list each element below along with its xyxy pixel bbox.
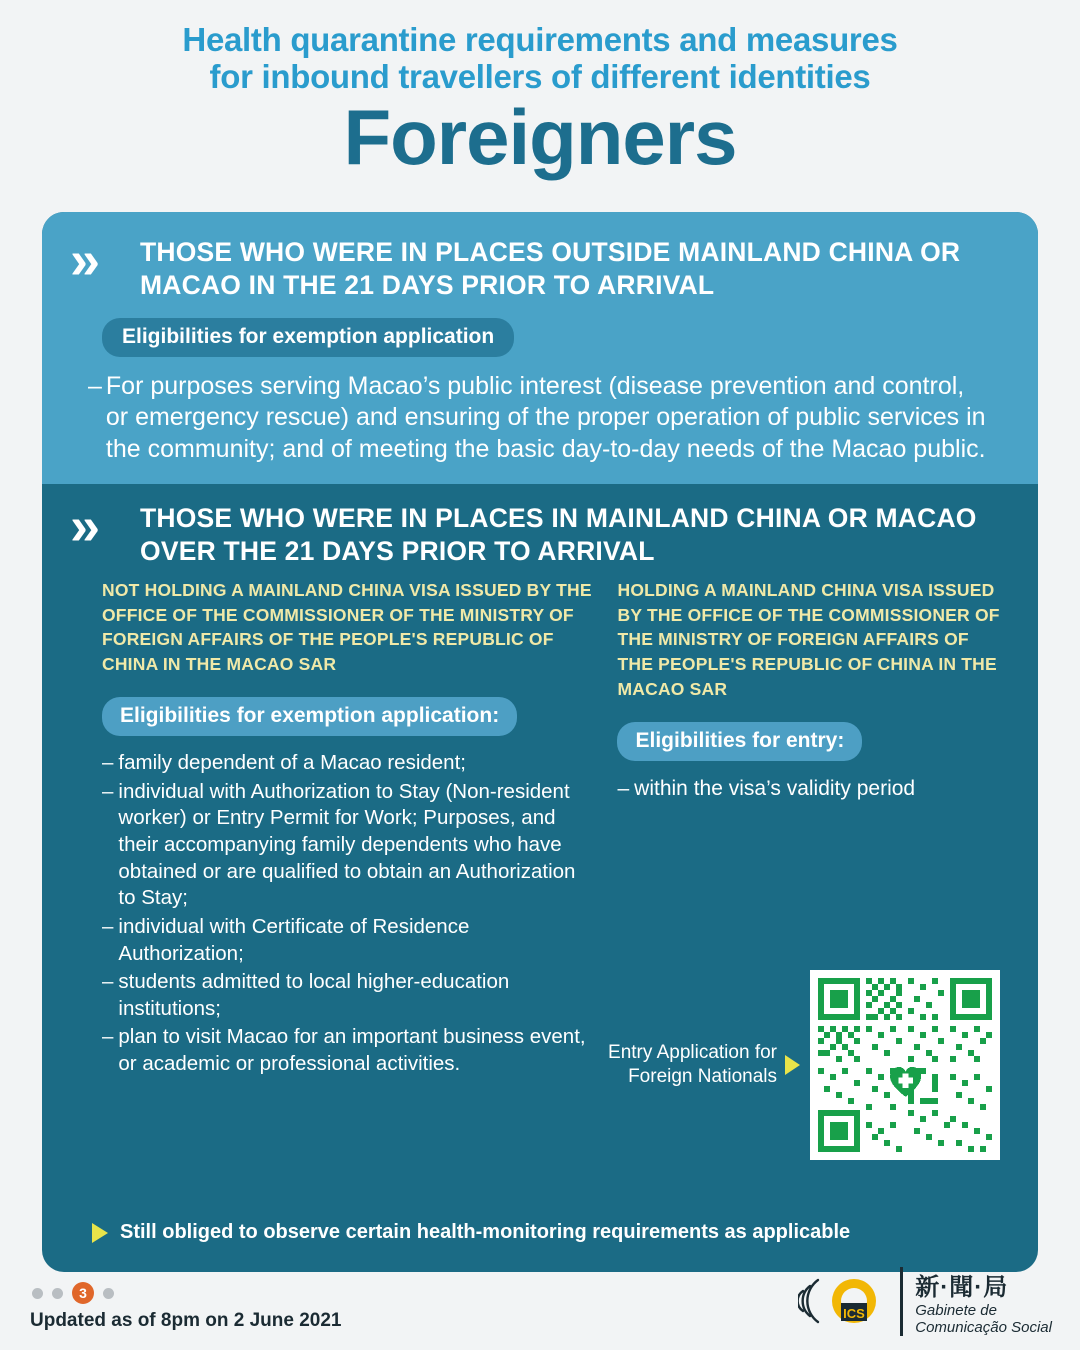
updated-text: Updated as of 8pm on 2 June 2021 xyxy=(30,1310,342,1331)
logo-cn: 新·聞·局 xyxy=(915,1273,1009,1301)
list-item-text: individual with Authorization to Stay (Non-resident worker) or Entry Permit for Work; Purposes, and their accompanying family dependents who have obtained or are qualified to obtain an Authorization to Stay; xyxy=(118,779,576,910)
list-item xyxy=(102,969,595,1022)
header-kicker xyxy=(40,22,1040,96)
logo-pt-line1: Gabinete de xyxy=(915,1301,997,1319)
logo xyxy=(798,1267,1052,1337)
arrow-right-icon xyxy=(92,1223,108,1243)
list-item-text: plan to visit Macao for an important business event, or academic or professional activities. xyxy=(118,1025,586,1076)
card-footnote-text: Still obliged to observe certain health-monitoring requirements as applicable xyxy=(120,1221,851,1243)
content-card xyxy=(42,212,1038,1272)
bullet-dash: – xyxy=(102,1025,114,1049)
section1-eligibility-pill: Eligibilities for exemption application xyxy=(102,318,514,357)
arrow-right-icon xyxy=(785,1055,800,1075)
qr-caption-line1: Entry Application for xyxy=(608,1042,777,1064)
section1-body xyxy=(88,371,1008,466)
gcs-logo-svg xyxy=(798,1270,890,1332)
list-item xyxy=(102,914,595,967)
section1-heading: THOSE WHO WERE IN PLACES OUTSIDE MAINLAND CHINA OR MACAO IN THE 21 DAYS PRIOR TO ARRIVAL xyxy=(140,237,961,300)
header xyxy=(0,0,1080,181)
logo-abbr: ICS xyxy=(843,1306,866,1322)
qr-caption xyxy=(608,1041,777,1089)
section1-body-text: For purposes serving Macao’s public interest (disease prevention and control, or emergency rescue) and ensuring of the proper operation of public services in the community; and of meeting the basic day-to-day needs of the Macao public. xyxy=(105,371,986,464)
header-kicker-line2: for inbound travellers of different identities xyxy=(209,57,871,95)
page-dot-4[interactable] xyxy=(103,1288,114,1299)
chevron-right-icon: » xyxy=(70,495,89,556)
list-item xyxy=(102,1024,595,1077)
bullet-dash: – xyxy=(102,779,114,803)
logo-pt-line2: Comunicação Social xyxy=(915,1318,1052,1336)
page-dot-1[interactable] xyxy=(32,1288,43,1299)
page-dot-current[interactable]: 3 xyxy=(72,1282,94,1304)
bullet-dash: – xyxy=(88,371,102,400)
section1-header xyxy=(70,230,1008,302)
column-no-visa-pill: Eligibilities for exemption application: xyxy=(102,697,517,736)
column-no-visa-subhead: NOT HOLDING A MAINLAND CHINA VISA ISSUED BY THE OFFICE OF THE COMMISSIONER OF THE MINISTRY OF FOREIGN AFFAIRS OF THE PEOPLE'S REPUBLIC OF CHINA IN THE MACAO SAR xyxy=(102,579,592,675)
list-item-text: students admitted to local higher-education institutions; xyxy=(118,970,510,1020)
section-outside-mainland xyxy=(42,212,1038,484)
gcs-logo-icon xyxy=(798,1270,890,1332)
section2-heading: THOSE WHO WERE IN PLACES IN MAINLAND CHINA OR MACAO OVER THE 21 DAYS PRIOR TO ARRIVAL xyxy=(140,502,977,566)
bullet-dash: – xyxy=(102,751,114,775)
footer xyxy=(0,1272,1080,1350)
column-no-visa xyxy=(70,578,595,1080)
page-title: Foreigners xyxy=(343,92,737,181)
bullet-dash: – xyxy=(102,914,114,938)
qr-code[interactable] xyxy=(810,970,1000,1160)
qr-caption-line2: Foreign Nationals xyxy=(628,1066,777,1087)
list-item xyxy=(617,775,1008,802)
list-item-text: within the visa’s validity period xyxy=(634,776,916,800)
card-footnote xyxy=(92,1221,850,1244)
section2-header xyxy=(70,495,1008,568)
chevron-right-icon: » xyxy=(70,230,89,290)
qr-code-image xyxy=(818,978,992,1152)
bullet-dash: – xyxy=(102,970,114,994)
list-item-text: individual with Certificate of Residence Authorization; xyxy=(118,914,470,965)
header-kicker-line1: Health quarantine requirements and measures xyxy=(182,21,898,58)
column-no-visa-list xyxy=(102,750,595,1078)
column-with-visa-pill: Eligibilities for entry: xyxy=(617,722,862,761)
list-item xyxy=(102,779,595,912)
column-with-visa-list xyxy=(617,775,1008,802)
bullet-dash: – xyxy=(617,776,630,800)
list-item-text: family dependent of a Macao resident; xyxy=(118,751,466,775)
qr-block[interactable] xyxy=(608,970,1000,1160)
column-with-visa-subhead: HOLDING A MAINLAND CHINA VISA ISSUED BY THE OFFICE OF THE COMMISSIONER OF THE MINISTRY OF FOREIGN AFFAIRS OF THE PEOPLE'S REPUBLIC OF CHINA IN THE MACAO SAR xyxy=(617,579,1000,700)
logo-text xyxy=(900,1267,1052,1337)
list-item xyxy=(102,750,595,777)
page-indicator[interactable] xyxy=(32,1282,123,1304)
page-dot-2[interactable] xyxy=(52,1288,63,1299)
